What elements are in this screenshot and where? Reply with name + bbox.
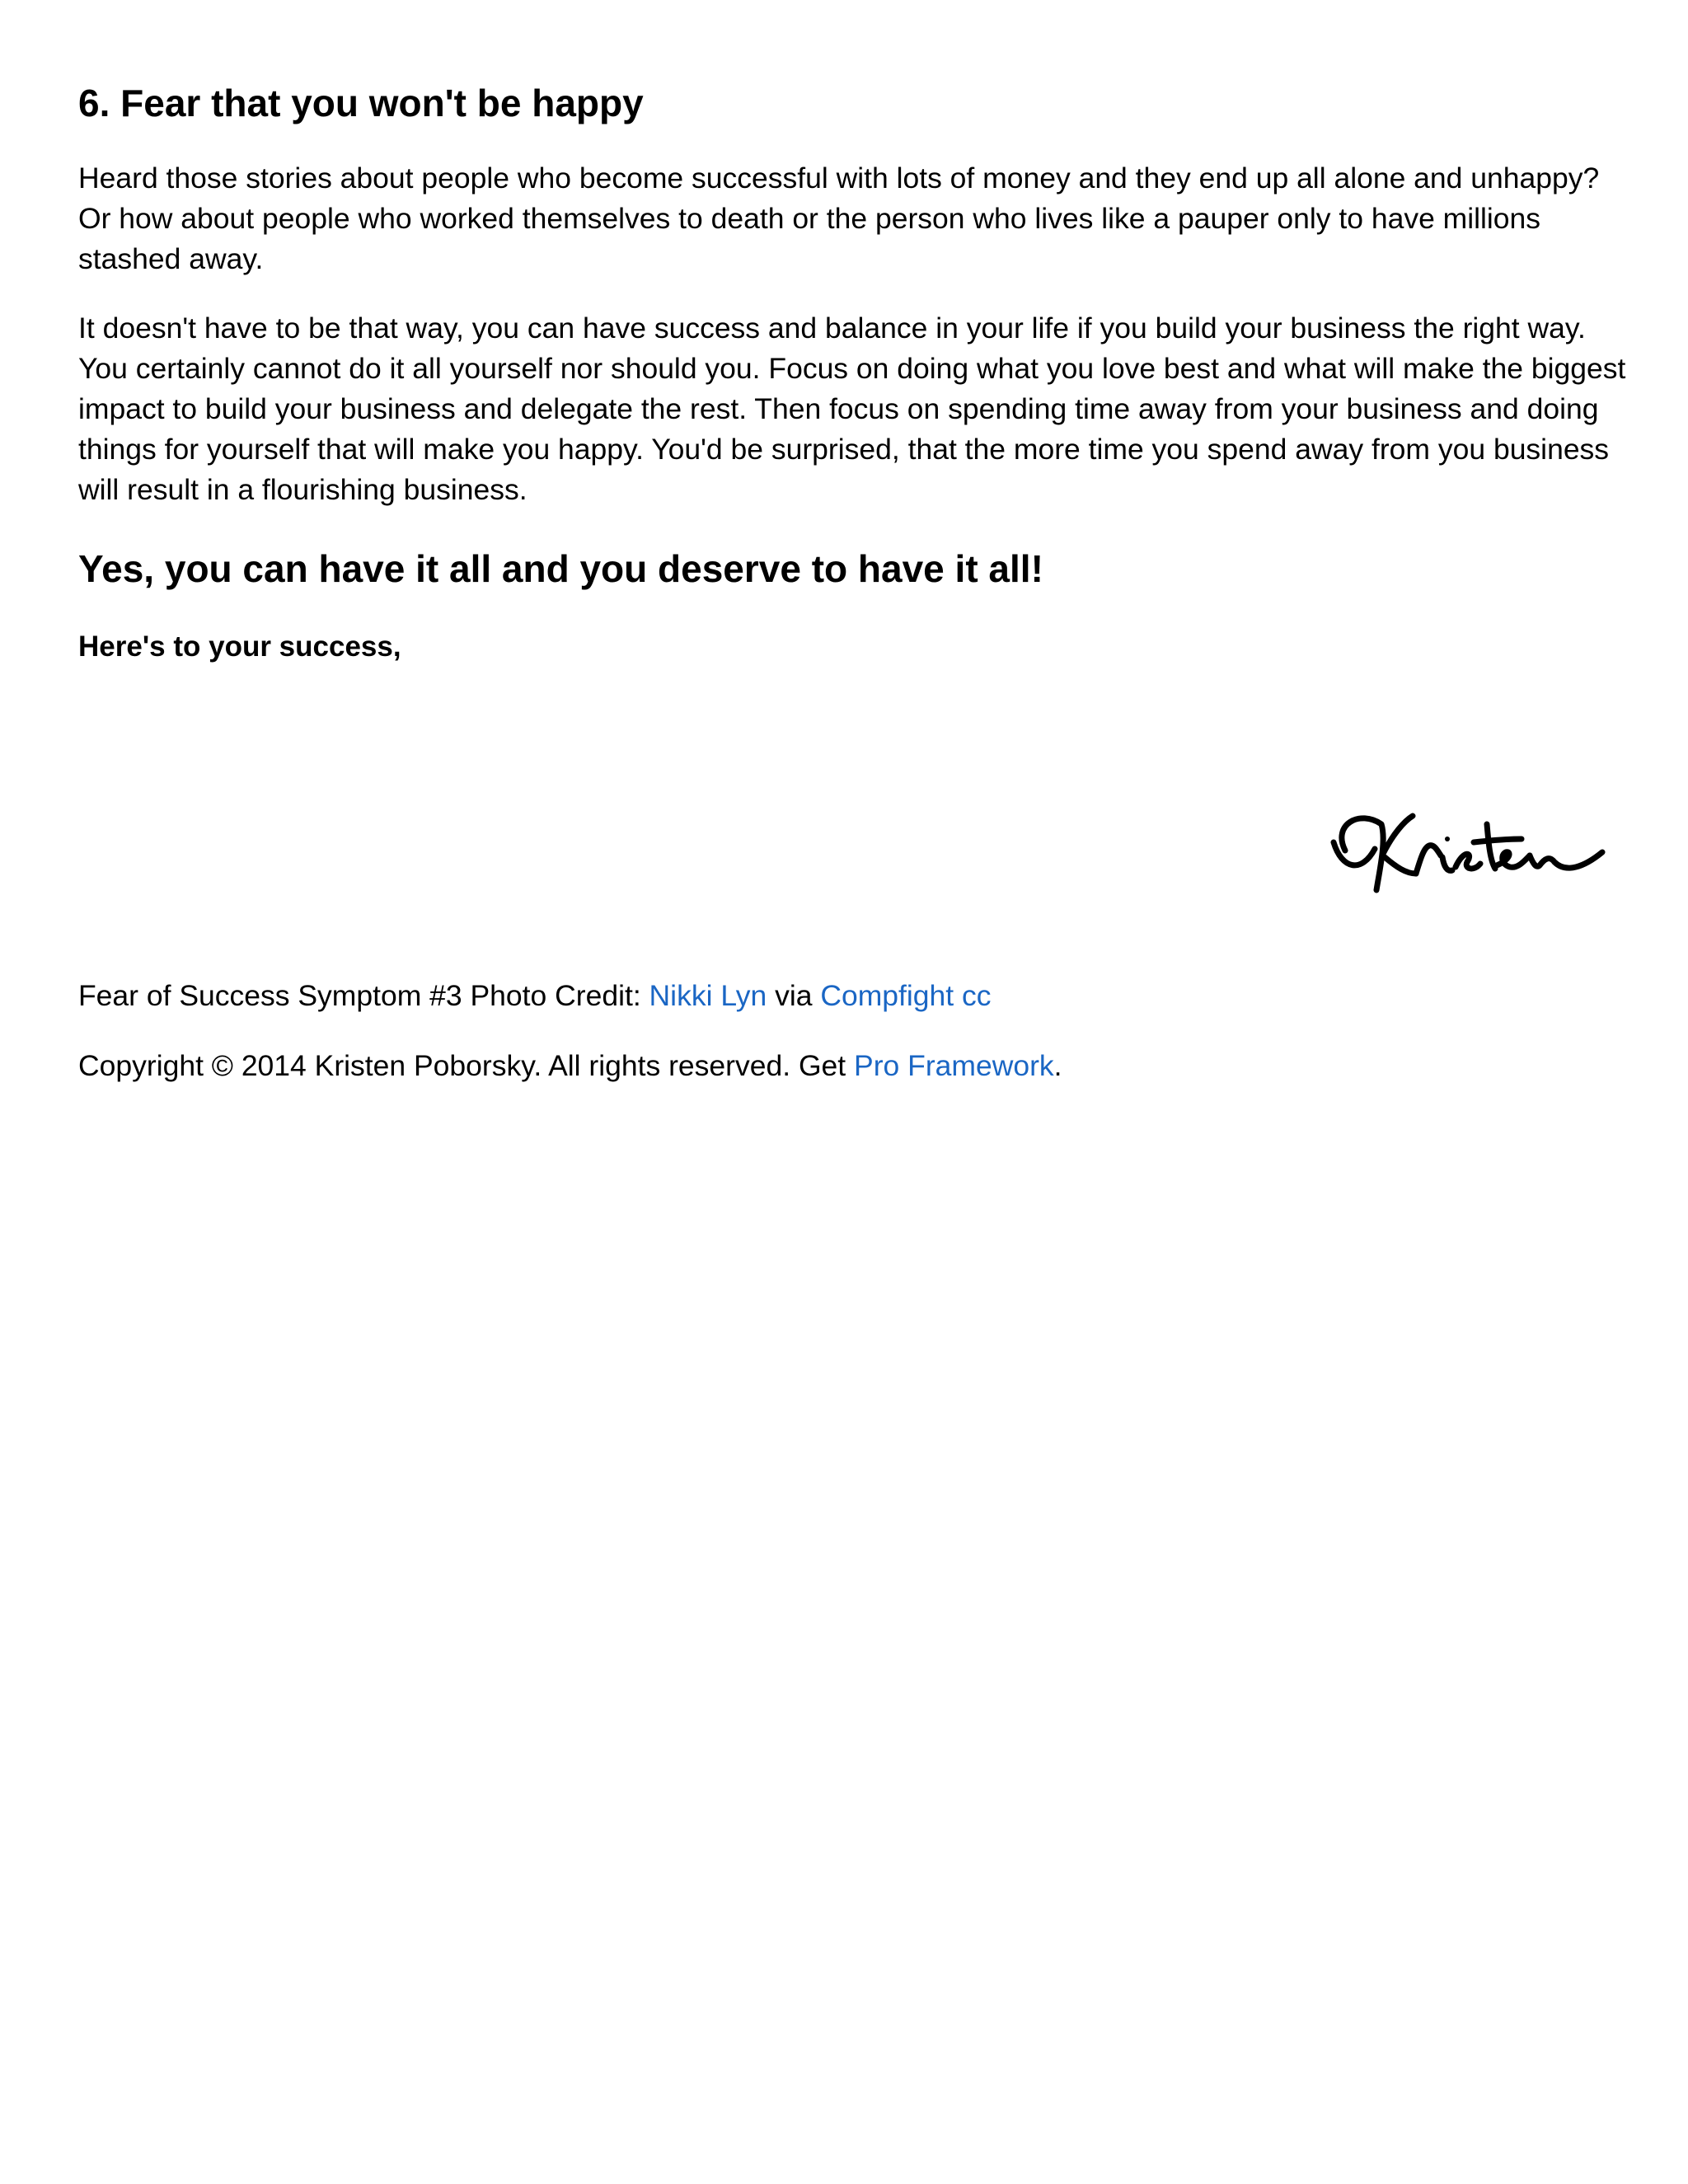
compfight-link[interactable]: Compfight cc [820,979,992,1012]
pro-framework-link[interactable]: Pro Framework [854,1049,1054,1082]
nikki-lyn-link[interactable]: Nikki Lyn [649,979,767,1012]
photo-credit-line [78,975,992,1016]
section-heading: 6. Fear that you won't be happy [78,82,644,124]
photo-credit-prefix: Fear of Success Symptom #3 Photo Credit: [78,979,649,1012]
photo-credit-via: via [767,979,821,1012]
paragraph-1: Heard those stories about people who become successful with lots of money and they end up all alone and unhappy? Or how about people who worked themselves to death or the person who lives like a pauper only to have millions stashed away. [78,162,1600,275]
signoff-text: Here's to your success, [78,630,401,663]
copyright-suffix: . [1053,1049,1062,1082]
paragraph-2: It doesn't have to be that way, you can have success and balance in your life if you build your business the right way. You certainly cannot do it all yourself nor should you. Focus on doing what you love best and what will make the biggest impact to build your business and delegate the rest. Then focus on spending time away from your business and doing things for yourself that will make you happy. You'd be surprised, that the more time you spend away from you business will result in a flourishing business. [78,312,1626,506]
signature-image [1327,791,1607,902]
copyright-text: Copyright © 2014 Kristen Poborsky. All rights reserved. Get [78,1049,855,1082]
closing-heading: Yes, you can have it all and you deserve to have it all! [78,547,1043,590]
copyright-line [78,1045,1062,1086]
